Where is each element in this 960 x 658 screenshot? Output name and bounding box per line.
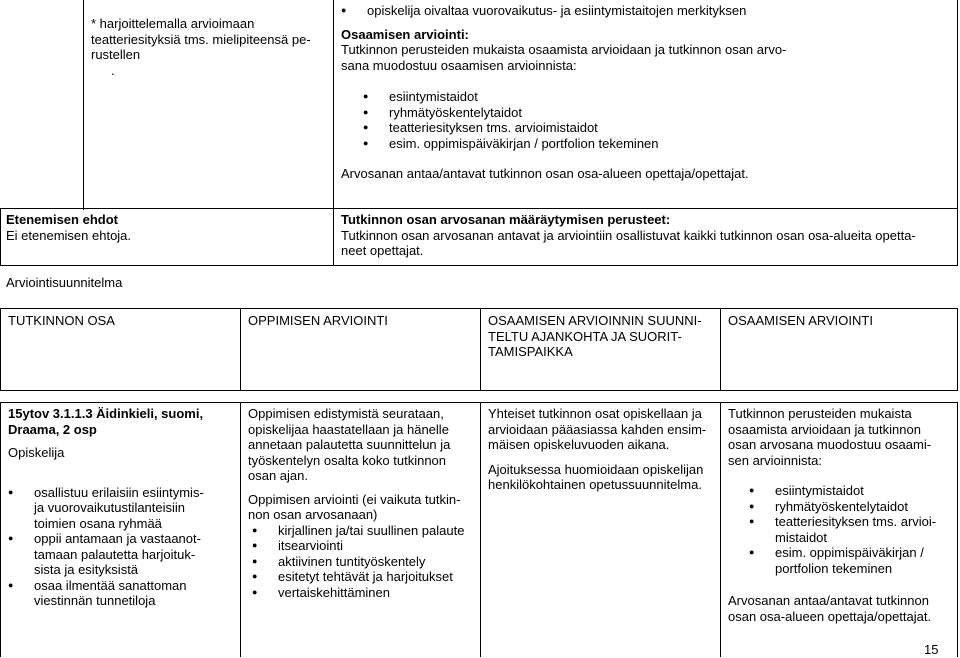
- timing-text-line: mäisen opiskeluvuoden aikana.: [488, 437, 670, 452]
- body-col-osaamisen-arviointi: [728, 406, 954, 624]
- timing-text-line: arvioidaan pääasiassa kahden ensim-: [488, 421, 707, 437]
- learning-text-line: työskentelyn osalta koko tutkinnon: [248, 452, 447, 468]
- learning-text-line: annetaan palautetta suunnittelun ja: [248, 437, 451, 452]
- competence-item-line: ● teatteriesityksen tms. arvioi-: [775, 514, 937, 529]
- grade-given-text: Arvosanan antaa/antavat tutkinnon osan osa-alueen opettaja/opettajat.: [341, 166, 749, 181]
- course-item-line: toimien osana ryhmää: [34, 515, 162, 531]
- header-tutkinnon-osa: TUTKINNON OSA: [8, 313, 115, 328]
- competence-item-line: mistaidot: [775, 529, 828, 545]
- course-item-line: sista ja esityksistä: [34, 562, 139, 577]
- body-col-tutkinnon-osa: [8, 406, 236, 609]
- competence-item-line: ● ryhmätyöskentelytaidot: [775, 498, 908, 514]
- course-item-line: ● osallistuu erilaisiin esiintymis-: [34, 484, 204, 500]
- competence-item-line: ● esim. oppimispäiväkirjan /: [775, 545, 924, 560]
- competence-item: [749, 483, 954, 499]
- assessment-item: ● esiintymistaidot: [363, 89, 953, 105]
- assessment-item: ● ryhmätyöskentelytaidot: [363, 105, 953, 121]
- body-col-rule-3: [720, 402, 721, 657]
- body-col-rule-1: [240, 402, 241, 657]
- conditions-rule-bottom: [0, 265, 958, 266]
- header-ajankohta-line: OSAAMISEN ARVIOINNIN SUUNNI-: [488, 313, 702, 328]
- header-ajankohta: [488, 313, 716, 360]
- timing-text2-line: Ajoituksessa huomioidaan opiskelijan: [488, 461, 704, 477]
- grade-basis-cell: [341, 212, 953, 259]
- top-rule-right: [957, 0, 958, 266]
- competence-text2-line: Arvosanan antaa/antavat tutkinnon: [728, 593, 929, 608]
- learning-item: ● esitetyt tehtävät ja harjoitukset: [252, 569, 476, 585]
- course-item-line: tamaan palautetta harjoituk-: [34, 546, 196, 562]
- learning-text-line: Oppimisen edistymistä seurataan,: [248, 406, 444, 421]
- course-subtitle: Opiskelija: [8, 445, 65, 460]
- plan-title: Arviointisuunnitelma: [6, 275, 123, 290]
- header-ajankohta-line: TAMISPAIKKA: [488, 344, 573, 359]
- header-col-rule-1: [240, 308, 241, 391]
- header-col-rule-0: [0, 308, 1, 391]
- course-item: [8, 485, 236, 532]
- learning-text-line: osan ajan.: [248, 468, 308, 483]
- header-ajankohta-line: TELTU AJANKOHTA JA SUORIT-: [488, 328, 682, 344]
- course-item-line: ● oppii antamaan ja vastaanot-: [34, 531, 201, 546]
- top-left-line-1: * harjoittelemalla arvioimaan: [91, 16, 255, 31]
- competence-item: [749, 499, 954, 515]
- conditions-rule-top: [0, 208, 958, 209]
- competence-text-line: osan arvosana muodostuu osaami-: [728, 437, 932, 452]
- header-oppimisen-arviointi: OPPIMISEN ARVIOINTI: [248, 313, 388, 328]
- top-right-cell: [341, 3, 953, 182]
- course-item: [8, 578, 236, 609]
- competence-text-line: osaamista arvioidaan ja tutkinnon: [728, 421, 921, 437]
- grade-basis-heading: Tutkinnon osan arvosanan määräytymisen perusteet:: [341, 212, 671, 227]
- body-rule-top: [0, 402, 958, 403]
- top-rule-left: [83, 0, 84, 210]
- assessment-item: ● esim. oppimispäiväkirjan / portfolion tekeminen: [363, 136, 953, 152]
- header-col-rule-3: [720, 308, 721, 391]
- learning-text-line: opiskelijaa haastatellaan ja hänelle: [248, 421, 449, 437]
- course-title-1: 15ytov 3.1.1.3 Äidinkieli, suomi,: [8, 406, 204, 421]
- competence-item: [749, 514, 954, 545]
- conditions-rule-left: [0, 208, 1, 266]
- course-items: [8, 485, 236, 609]
- top-bullet: ● opiskelija oivaltaa vuorovaikutus- ja esiintymistaitojen merkityksen: [341, 3, 953, 19]
- learning-item: ● itsearviointi: [252, 538, 476, 554]
- competence-text-line: sen arvioinnista:: [728, 452, 822, 468]
- grade-basis-text-2: neet opettajat.: [341, 243, 424, 258]
- assessment-text-2: sana muodostuu osaamisen arvioinnista:: [341, 57, 577, 73]
- top-left-line-3: rustellen: [91, 47, 141, 62]
- competence-item-line: portfolion tekeminen: [775, 560, 893, 576]
- conditions-text: Ei etenemisen ehtoja.: [6, 227, 132, 243]
- assessment-item: ● teatteriesityksen tms. arvioimistaidot: [363, 120, 953, 136]
- timing-text-line: Yhteiset tutkinnon osat opiskellaan ja: [488, 406, 702, 421]
- body-col-rule-0: [0, 402, 1, 657]
- body-col-ajankohta: [488, 406, 716, 493]
- competence-item-line: ● esiintymistaidot: [775, 483, 864, 498]
- course-item-line: ● osaa ilmentää sanattoman: [34, 577, 187, 593]
- learning-items: [252, 523, 476, 601]
- course-item-line: ja vuorovaikutustilanteisiin: [34, 500, 186, 515]
- competence-text2-line: osan osa-alueen opettaja/opettajat.: [728, 608, 932, 624]
- header-rule-top: [0, 308, 958, 309]
- learning-item: ● aktiivinen tuntityöskentely: [252, 554, 476, 570]
- top-left-line-4: .: [111, 62, 115, 78]
- body-col-rule-4: [957, 402, 958, 657]
- header-col-rule-4: [957, 308, 958, 391]
- learning-item: ● kirjallinen ja/tai suullinen palaute: [252, 523, 476, 539]
- top-rule-mid: [333, 0, 334, 266]
- course-item: [8, 531, 236, 578]
- header-osaamisen-arviointi: OSAAMISEN ARVIOINTI: [728, 313, 873, 328]
- course-title-2: Draama, 2 osp: [8, 421, 97, 437]
- competence-items: [749, 483, 954, 576]
- learning-item: ● vertaiskehittäminen: [252, 585, 476, 601]
- grade-basis-text-1: Tutkinnon osan arvosanan antavat ja arviointiin osallistuvat kaikki tutkinnon osan osa-alueita opetta-: [341, 227, 916, 243]
- header-ajankohta-text: [488, 313, 716, 360]
- assessment-items: [363, 89, 953, 151]
- assessment-heading: Osaamisen arviointi:: [341, 26, 469, 42]
- learning-text2-line: non osan arvosanaan): [248, 507, 378, 522]
- top-left-cell: [91, 16, 331, 78]
- timing-text2-line: henkilökohtainen opetussuunnitelma.: [488, 477, 702, 492]
- competence-item: [749, 545, 954, 576]
- body-col-rule-2: [480, 402, 481, 657]
- competence-text-line: Tutkinnon perusteiden mukaista: [728, 406, 912, 421]
- header-col-rule-2: [480, 308, 481, 391]
- body-col-oppimisen-arviointi: [248, 406, 476, 600]
- page-number: 15: [924, 642, 939, 657]
- conditions-cell: [6, 212, 326, 243]
- top-left-line-2: teatteriesityksiä tms. mielipiteensä pe-: [91, 31, 311, 47]
- course-item-line: viestinnän tunnetiloja: [34, 593, 156, 608]
- assessment-text-1: Tutkinnon perusteiden mukaista osaamista arvioidaan ja tutkinnon osan arvo-: [341, 42, 787, 57]
- conditions-heading: Etenemisen ehdot: [6, 212, 118, 227]
- learning-text2-line: Oppimisen arviointi (ei vaikuta tutkin-: [248, 491, 461, 507]
- header-rule-bottom: [0, 390, 958, 391]
- top-bullet-list: [341, 3, 953, 19]
